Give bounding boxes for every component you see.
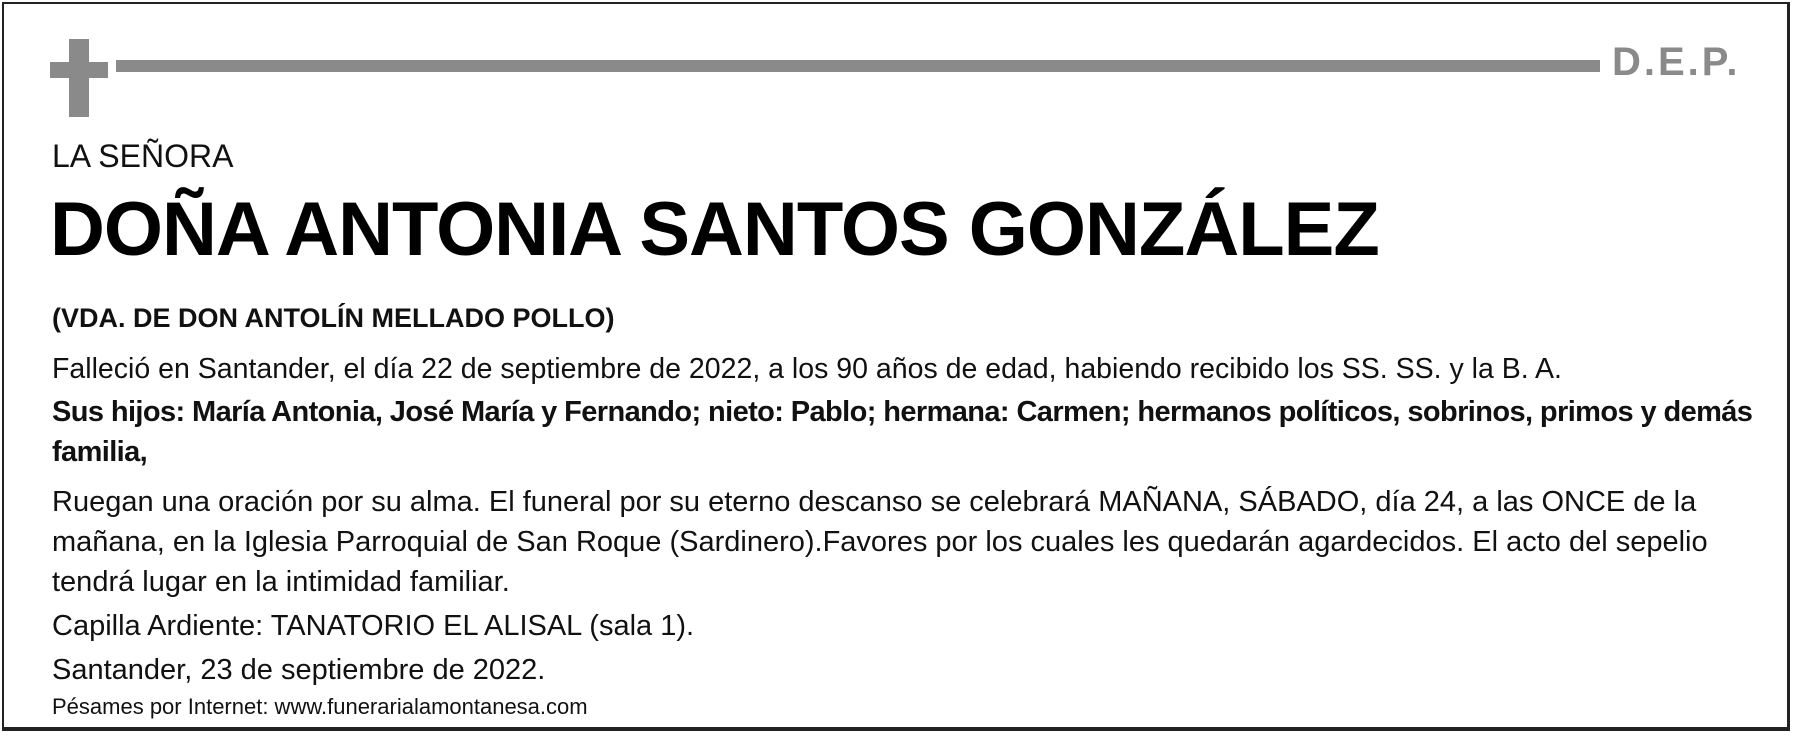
deceased-name: DOÑA ANTONIA SANTOS GONZÁLEZ	[50, 187, 1379, 272]
family-list: Sus hijos: María Antonia, José María y Fernando; nieto: Pablo; hermana: Carmen; hermanos políticos, sobrinos, primos y demás familia,	[52, 396, 1753, 468]
header-rule	[116, 60, 1600, 72]
death-statement: Falleció en Santander, el día 22 de septiembre de 2022, a los 90 años de edad, habiendo recibido los SS. SS. y la B. A.	[52, 353, 1562, 385]
cross-icon	[50, 39, 108, 117]
place-date: Santander, 23 de septiembre de 2022.	[52, 654, 546, 686]
obituary-notice	[2, 2, 1790, 731]
title-prefix: LA SEÑORA	[52, 138, 234, 174]
dep-label: D.E.P.	[1612, 40, 1741, 84]
condolences-link[interactable]: Pésames por Internet: www.funerarialamontanesa.com	[52, 694, 588, 719]
widow-of: (VDA. DE DON ANTOLÍN MELLADO POLLO)	[52, 303, 615, 333]
chapel-info: Capilla Ardiente: TANATORIO EL ALISAL (sala 1).	[52, 610, 695, 642]
funeral-request: Ruegan una oración por su alma. El funeral por su eterno descanso se celebrará MAÑANA, SÁBADO, día 24, a las ONCE de la mañana, en la Iglesia Parroquial de San Roque (Sardinero).Favores por los cuales les quedarán agardecidos. El acto del sepelio tendrá lugar en la intimidad familiar.	[52, 486, 1708, 598]
